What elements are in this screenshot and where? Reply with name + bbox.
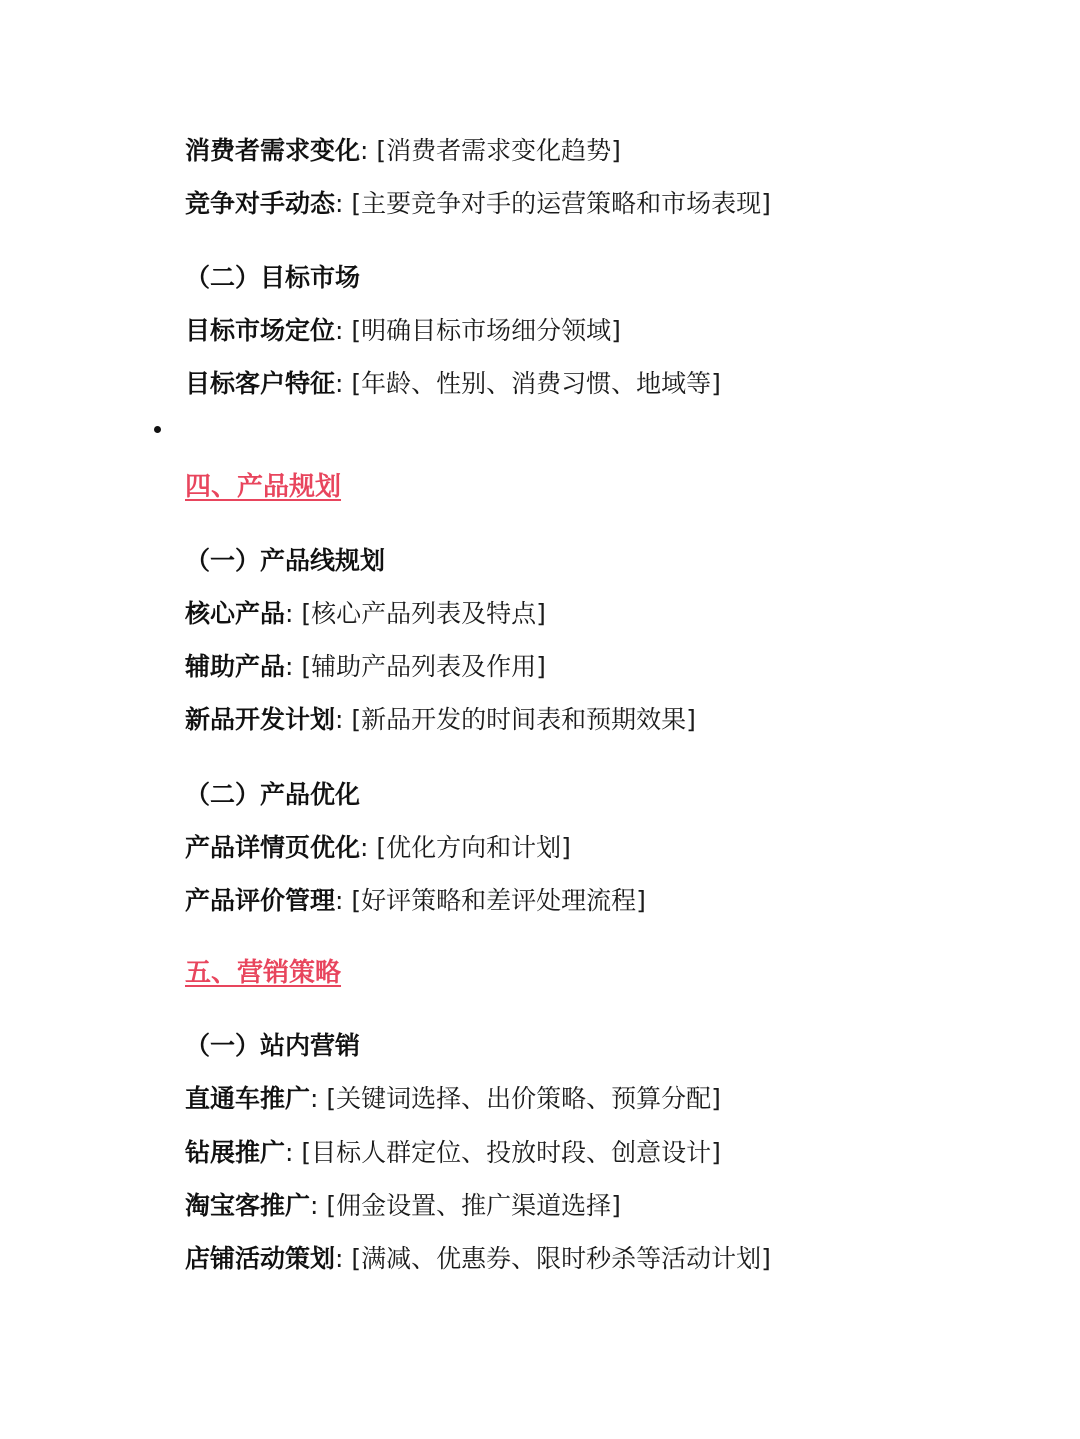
consumer-demand-label: 消费者需求变化 [185, 136, 361, 165]
detail-page-opt-sep: : [360, 833, 377, 862]
ztc-promo-label: 直通车推广 [185, 1084, 311, 1113]
target-positioning-sep: : [335, 316, 352, 345]
tbk-promo-content: [佣金设置、推广渠道选择] [326, 1191, 621, 1220]
target-customers-content: [年龄、性别、消费习惯、地域等] [351, 369, 721, 398]
product-line-heading: （一）产品线规划 [185, 546, 386, 575]
tbk-promo-sep: : [310, 1191, 327, 1220]
tbk-promo-line [185, 1190, 621, 1222]
aux-products-sep: : [285, 652, 302, 681]
consumer-demand-line [185, 135, 621, 167]
review-mgmt-label: 产品评价管理 [185, 886, 336, 915]
store-events-sep: : [335, 1244, 352, 1273]
store-events-content: [满减、优惠券、限时秒杀等活动计划] [351, 1244, 771, 1273]
onsite-heading: （一）站内营销 [185, 1031, 361, 1060]
detail-page-opt-content: [优化方向和计划] [376, 833, 571, 862]
zz-promo-label: 钻展推广 [185, 1138, 286, 1167]
target-customers-sep: : [335, 369, 352, 398]
ztc-promo-sep: : [310, 1084, 327, 1113]
aux-products-line [185, 651, 546, 683]
ztc-promo-line [185, 1083, 721, 1115]
consumer-demand-sep: : [360, 136, 377, 165]
new-products-label: 新品开发计划 [185, 705, 336, 734]
target-customers-label: 目标客户特征 [185, 369, 336, 398]
zz-promo-content: [目标人群定位、投放时段、创意设计] [301, 1138, 721, 1167]
competitor-moves-content: [主要竞争对手的运营策略和市场表现] [351, 189, 771, 218]
store-events-label: 店铺活动策划 [185, 1244, 336, 1273]
target-positioning-line [185, 315, 621, 347]
review-mgmt-line [185, 885, 646, 917]
core-products-sep: : [285, 599, 302, 628]
competitor-moves-sep: : [335, 189, 352, 218]
target-positioning-content: [明确目标市场细分领域] [351, 316, 621, 345]
product-opt-heading: （二）产品优化 [185, 780, 361, 809]
new-products-line [185, 704, 696, 736]
section-five-heading: 五、营销策略 [185, 958, 342, 988]
new-products-content: [新品开发的时间表和预期效果] [351, 705, 696, 734]
competitor-moves-label: 竞争对手动态 [185, 189, 336, 218]
review-mgmt-content: [好评策略和差评处理流程] [351, 886, 646, 915]
ztc-promo-content: [关键词选择、出价策略、预算分配] [326, 1084, 721, 1113]
consumer-demand-content: [消费者需求变化趋势] [376, 136, 621, 165]
new-products-sep: : [335, 705, 352, 734]
target-customers-line [185, 368, 721, 400]
bullet-dot-icon [154, 426, 161, 433]
core-products-content: [核心产品列表及特点] [301, 599, 546, 628]
aux-products-content: [辅助产品列表及作用] [301, 652, 546, 681]
competitor-moves-line [185, 188, 771, 220]
aux-products-label: 辅助产品 [185, 652, 286, 681]
detail-page-opt-label: 产品详情页优化 [185, 833, 361, 862]
core-products-label: 核心产品 [185, 599, 286, 628]
zz-promo-sep: : [285, 1138, 302, 1167]
target-market-heading: （二）目标市场 [185, 263, 361, 292]
target-positioning-label: 目标市场定位 [185, 316, 336, 345]
store-events-line [185, 1243, 771, 1275]
section-four-heading: 四、产品规划 [185, 472, 342, 502]
zz-promo-line [185, 1137, 721, 1169]
core-products-line [185, 598, 546, 630]
tbk-promo-label: 淘宝客推广 [185, 1191, 311, 1220]
review-mgmt-sep: : [335, 886, 352, 915]
detail-page-opt-line [185, 832, 571, 864]
